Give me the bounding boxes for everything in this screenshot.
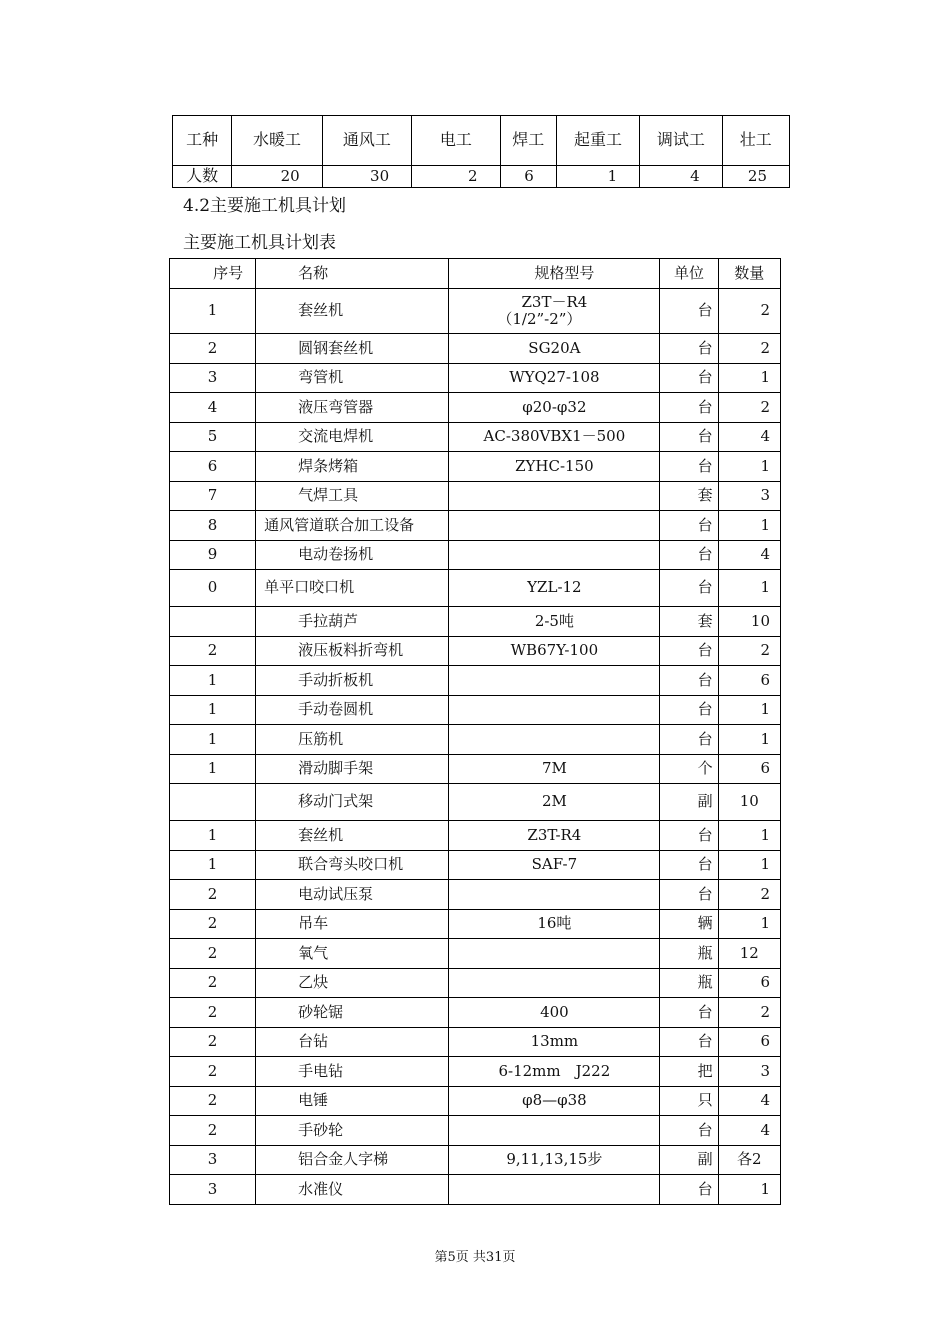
cell-unit: 台 (660, 725, 718, 755)
cell-no: 1 (170, 725, 256, 755)
table-row (170, 452, 781, 482)
cell-no: 4 (170, 393, 256, 423)
cell-name: 交流电焊机 (256, 422, 449, 452)
cell-qty: 1 (718, 570, 780, 607)
cell-no (170, 607, 256, 637)
cell-qty: 10 (718, 784, 780, 821)
cell-spec: 7M (449, 754, 660, 784)
cell-spec (449, 695, 660, 725)
cell-qty: 1 (718, 511, 780, 541)
table-row (170, 481, 781, 511)
equipment-header-row (170, 259, 781, 289)
cell-unit: 只 (660, 1086, 718, 1116)
cell-unit: 台 (660, 422, 718, 452)
cell-spec: 9,11,13,15步 (449, 1145, 660, 1175)
table-row (170, 570, 781, 607)
table-cell: 25 (722, 166, 789, 188)
cell-unit: 辆 (660, 909, 718, 939)
cell-spec: WYQ27-108 (449, 363, 660, 393)
cell-unit: 台 (660, 289, 718, 334)
cell-name: 电动试压泵 (256, 880, 449, 910)
cell-qty: 2 (718, 998, 780, 1028)
cell-unit: 台 (660, 850, 718, 880)
cell-spec (449, 880, 660, 910)
cell-qty: 1 (718, 725, 780, 755)
cell-name: 滑动脚手架 (256, 754, 449, 784)
cell-unit: 台 (660, 393, 718, 423)
cell-no: 3 (170, 363, 256, 393)
cell-qty: 6 (718, 666, 780, 696)
cell-name: 圆钢套丝机 (256, 334, 449, 364)
cell-qty: 2 (718, 393, 780, 423)
table-row (170, 666, 781, 696)
cell-qty: 10 (718, 607, 780, 637)
cell-qty: 各2 (718, 1145, 780, 1175)
cell-qty: 4 (718, 1116, 780, 1146)
cell-no: 1 (170, 695, 256, 725)
cell-name: 弯管机 (256, 363, 449, 393)
cell-unit: 台 (660, 666, 718, 696)
table-cell: 起重工 (556, 116, 639, 166)
table-row (170, 821, 781, 851)
table-row (170, 1027, 781, 1057)
cell-no: 1 (170, 666, 256, 696)
cell-spec (449, 540, 660, 570)
cell-spec: 6-12mm J222 (449, 1057, 660, 1087)
cell-name: 乙炔 (256, 968, 449, 998)
cell-name: 手动折板机 (256, 666, 449, 696)
cell-qty: 12 (718, 939, 780, 969)
cell-spec (449, 511, 660, 541)
cell-unit: 把 (660, 1057, 718, 1087)
cell-qty: 1 (718, 909, 780, 939)
table-cell: 30 (322, 166, 411, 188)
table-cell: 电工 (412, 116, 500, 166)
table-row (170, 607, 781, 637)
cell-unit: 台 (660, 511, 718, 541)
header-cell-unit: 单位 (660, 259, 718, 289)
workforce-count-row (173, 166, 790, 188)
cell-unit: 台 (660, 636, 718, 666)
table-row (170, 636, 781, 666)
cell-spec: ZYHC-150 (449, 452, 660, 482)
cell-name: 套丝机 (256, 289, 449, 334)
header-cell-name: 名称 (256, 259, 449, 289)
cell-unit: 套 (660, 481, 718, 511)
cell-unit: 台 (660, 540, 718, 570)
cell-spec: SAF-7 (449, 850, 660, 880)
cell-name: 通风管道联合加工设备 (256, 511, 449, 541)
cell-unit: 个 (660, 754, 718, 784)
table-row (170, 289, 781, 334)
table-row (170, 939, 781, 969)
cell-unit: 台 (660, 880, 718, 910)
cell-name: 铝合金人字梯 (256, 1145, 449, 1175)
cell-spec (449, 1116, 660, 1146)
cell-name: 移动门式架 (256, 784, 449, 821)
cell-qty: 2 (718, 636, 780, 666)
cell-no: 2 (170, 968, 256, 998)
cell-name: 单平口咬口机 (256, 570, 449, 607)
table-cell: 壮工 (722, 116, 789, 166)
table-cell: 焊工 (500, 116, 556, 166)
table-caption: 主要施工机具计划表 (183, 233, 336, 253)
cell-spec: AC-380VBX1－500 (449, 422, 660, 452)
table-cell: 工种 (173, 116, 232, 166)
cell-spec (449, 481, 660, 511)
cell-spec (449, 289, 660, 334)
cell-no: 5 (170, 422, 256, 452)
cell-qty: 3 (718, 481, 780, 511)
cell-unit: 台 (660, 570, 718, 607)
cell-name: 手拉葫芦 (256, 607, 449, 637)
table-cell: 水暖工 (232, 116, 322, 166)
cell-no: 2 (170, 1086, 256, 1116)
cell-no: 1 (170, 821, 256, 851)
table-cell: 2 (412, 166, 500, 188)
cell-name: 气焊工具 (256, 481, 449, 511)
header-cell-no: 序号 (170, 259, 256, 289)
cell-spec: YZL-12 (449, 570, 660, 607)
table-row (170, 695, 781, 725)
cell-spec (449, 939, 660, 969)
cell-unit: 台 (660, 1027, 718, 1057)
section-heading: 4.2主要施工机具计划 (183, 196, 347, 216)
cell-no: 6 (170, 452, 256, 482)
table-row (170, 998, 781, 1028)
cell-no: 3 (170, 1175, 256, 1205)
cell-no: 2 (170, 1116, 256, 1146)
cell-no: 2 (170, 939, 256, 969)
workforce-table (172, 115, 790, 188)
table-row (170, 422, 781, 452)
cell-name: 氧气 (256, 939, 449, 969)
cell-qty: 3 (718, 1057, 780, 1087)
table-cell: 人数 (173, 166, 232, 188)
cell-spec (449, 666, 660, 696)
cell-spec (449, 1175, 660, 1205)
cell-spec: φ20-φ32 (449, 393, 660, 423)
cell-qty: 1 (718, 850, 780, 880)
table-row (170, 393, 781, 423)
table-cell: 通风工 (322, 116, 411, 166)
cell-qty: 1 (718, 821, 780, 851)
cell-unit: 台 (660, 363, 718, 393)
table-row (170, 1086, 781, 1116)
cell-name: 吊车 (256, 909, 449, 939)
cell-spec: SG20A (449, 334, 660, 364)
cell-qty: 1 (718, 695, 780, 725)
cell-no: 1 (170, 754, 256, 784)
cell-name: 焊条烤箱 (256, 452, 449, 482)
cell-unit: 套 (660, 607, 718, 637)
cell-name: 手砂轮 (256, 1116, 449, 1146)
table-row (170, 1175, 781, 1205)
table-cell: 20 (232, 166, 322, 188)
table-row (170, 880, 781, 910)
table-cell: 6 (500, 166, 556, 188)
cell-unit: 副 (660, 784, 718, 821)
table-cell: 调试工 (640, 116, 722, 166)
cell-no: 2 (170, 636, 256, 666)
cell-qty: 4 (718, 540, 780, 570)
cell-no: 2 (170, 334, 256, 364)
spec-line: Z3T－R4 (521, 292, 588, 311)
header-cell-spec: 规格型号 (449, 259, 660, 289)
table-row (170, 850, 781, 880)
cell-spec: WB67Y-100 (449, 636, 660, 666)
table-row (170, 1145, 781, 1175)
cell-qty: 2 (718, 334, 780, 364)
cell-unit: 副 (660, 1145, 718, 1175)
cell-qty: 4 (718, 422, 780, 452)
cell-name: 联合弯头咬口机 (256, 850, 449, 880)
cell-no: 2 (170, 909, 256, 939)
table-row (170, 725, 781, 755)
header-cell-qty: 数量 (718, 259, 780, 289)
cell-name: 台钻 (256, 1027, 449, 1057)
cell-name: 压筋机 (256, 725, 449, 755)
cell-spec (449, 968, 660, 998)
cell-no (170, 784, 256, 821)
cell-no: 1 (170, 289, 256, 334)
equipment-table (169, 258, 781, 1205)
table-row (170, 511, 781, 541)
cell-qty: 1 (718, 363, 780, 393)
workforce-header-row (173, 116, 790, 166)
table-row (170, 540, 781, 570)
cell-name: 套丝机 (256, 821, 449, 851)
table-row (170, 784, 781, 821)
cell-name: 电锤 (256, 1086, 449, 1116)
cell-qty: 4 (718, 1086, 780, 1116)
cell-name: 液压板料折弯机 (256, 636, 449, 666)
cell-spec: φ8—φ38 (449, 1086, 660, 1116)
cell-no: 3 (170, 1145, 256, 1175)
table-row (170, 1116, 781, 1146)
cell-unit: 瓶 (660, 968, 718, 998)
cell-no: 7 (170, 481, 256, 511)
cell-name: 手电钻 (256, 1057, 449, 1087)
cell-qty: 2 (718, 289, 780, 334)
cell-no: 2 (170, 1027, 256, 1057)
cell-unit: 台 (660, 998, 718, 1028)
cell-name: 液压弯管器 (256, 393, 449, 423)
cell-spec (449, 725, 660, 755)
table-row (170, 1057, 781, 1087)
cell-qty: 6 (718, 968, 780, 998)
table-row (170, 909, 781, 939)
table-cell: 1 (556, 166, 639, 188)
cell-no: 2 (170, 998, 256, 1028)
spec-line: （1/2”-2”） (497, 310, 582, 328)
cell-unit: 台 (660, 334, 718, 364)
cell-qty: 2 (718, 880, 780, 910)
cell-unit: 台 (660, 821, 718, 851)
cell-spec: 400 (449, 998, 660, 1028)
cell-no: 2 (170, 880, 256, 910)
cell-no: 8 (170, 511, 256, 541)
cell-qty: 6 (718, 754, 780, 784)
table-row (170, 334, 781, 364)
table-cell: 4 (640, 166, 722, 188)
cell-qty: 1 (718, 1175, 780, 1205)
cell-name: 砂轮锯 (256, 998, 449, 1028)
cell-name: 水准仪 (256, 1175, 449, 1205)
cell-spec: 13mm (449, 1027, 660, 1057)
cell-no: 2 (170, 1057, 256, 1087)
table-row (170, 968, 781, 998)
cell-spec: 2-5吨 (449, 607, 660, 637)
cell-no: 9 (170, 540, 256, 570)
cell-name: 手动卷圆机 (256, 695, 449, 725)
cell-name: 电动卷扬机 (256, 540, 449, 570)
cell-unit: 瓶 (660, 939, 718, 969)
cell-spec: Z3T-R4 (449, 821, 660, 851)
page-footer: 第5页 共31页 (434, 1250, 516, 1265)
cell-no: 1 (170, 850, 256, 880)
cell-no: 0 (170, 570, 256, 607)
table-row (170, 754, 781, 784)
cell-spec: 2M (449, 784, 660, 821)
cell-unit: 台 (660, 695, 718, 725)
cell-qty: 6 (718, 1027, 780, 1057)
table-row (170, 363, 781, 393)
cell-unit: 台 (660, 1116, 718, 1146)
cell-qty: 1 (718, 452, 780, 482)
cell-spec: 16吨 (449, 909, 660, 939)
cell-unit: 台 (660, 452, 718, 482)
cell-unit: 台 (660, 1175, 718, 1205)
